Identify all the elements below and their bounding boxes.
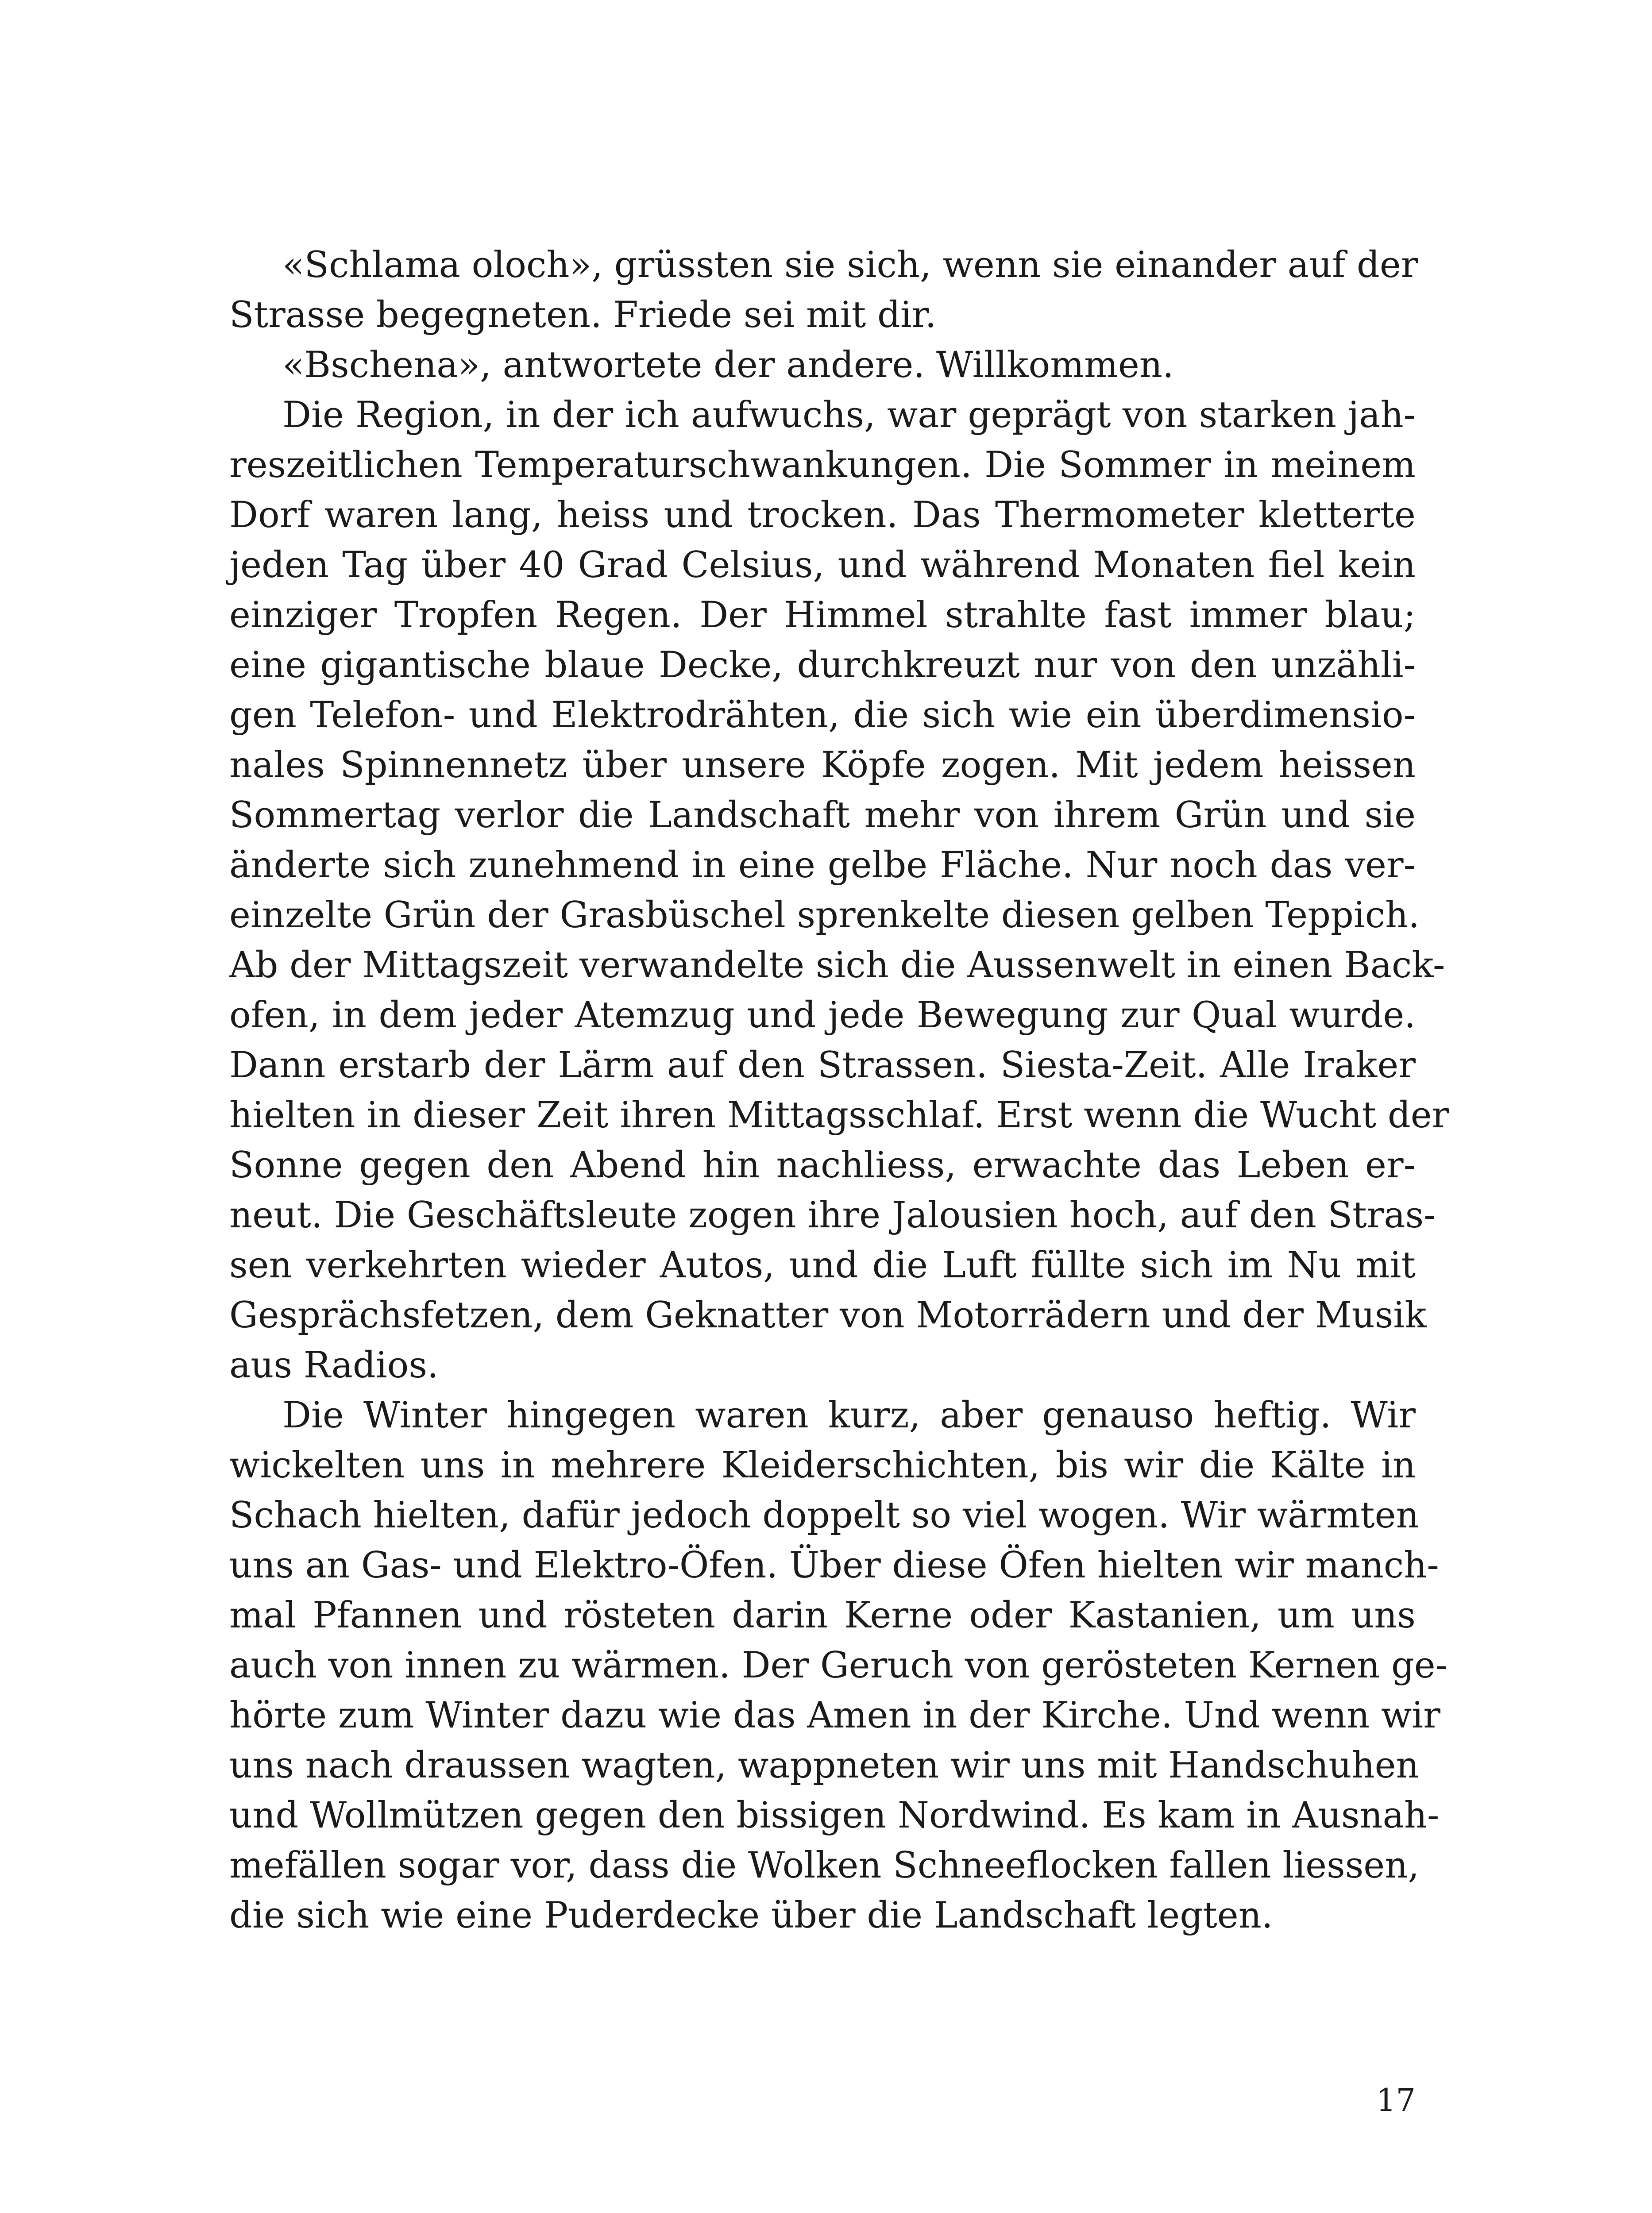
text-line: «Bschena», antwortete der andere. Willkommen. [282,344,1174,386]
text-line: auch von innen zu wärmen. Der Geruch von gerösteten Kernen ge- [229,1645,1448,1686]
body-text [229,240,1449,1941]
text-line: ofen, in dem jeder Atemzug und jede Bewegung zur Qual wurde. [229,995,1416,1036]
text-line: und Wollmützen gegen den bissigen Nordwind. Es kam in Ausnah- [229,1795,1440,1836]
text-line: Ab der Mittagszeit verwandelte sich die Aussenwelt in einen Back- [229,945,1445,986]
text-line: uns an Gas- und Elektro-Öfen. Über diese Öfen hielten wir manch- [229,1545,1439,1586]
text-line: wickelten uns in mehrere Kleiderschichten, bis wir die Kälte in [229,1445,1416,1486]
text-line: gen Telefon- und Elektrodrähten, die sich wie ein überdimensio- [229,694,1416,736]
text-line: Sonne gegen den Abend hin nachliess, erwachte das Leben er- [229,1145,1416,1186]
text-line: nales Spinnennetz über unsere Köpfe zogen. Mit jedem heissen [229,744,1416,786]
text-line: reszeitlichen Temperaturschwankungen. Die Sommer in meinem [229,444,1416,486]
text-line: einzelte Grün der Grasbüschel sprenkelte diesen gelben Teppich. [229,894,1420,936]
text-line: Dorf waren lang, heiss und trocken. Das Thermometer kletterte [229,494,1416,536]
text-line: die sich wie eine Puderdecke über die Landschaft legten. [229,1895,1273,1936]
text-line: neut. Die Geschäftsleute zogen ihre Jalousien hoch, auf den Stras- [229,1195,1436,1236]
text-line: uns nach draussen wagten, wappneten wir uns mit Handschuhen [229,1745,1419,1786]
text-line: jeden Tag über 40 Grad Celsius, und während Monaten fiel kein [229,544,1416,586]
text-line: mefällen sogar vor, dass die Wolken Schneeflocken fallen liessen, [229,1845,1420,1886]
text-line: Sommertag verlor die Landschaft mehr von ihrem Grün und sie [229,794,1416,836]
text-line: mal Pfannen und rösteten darin Kerne oder Kastanien, um uns [229,1595,1416,1636]
text-line: hörte zum Winter dazu wie das Amen in der Kirche. Und wenn wir [229,1695,1440,1736]
text-line: aus Radios. [229,1345,439,1386]
text-line: Gesprächsfetzen, dem Geknatter von Motorrädern und der Musik [229,1295,1427,1336]
text-line: einziger Tropfen Regen. Der Himmel strahlte fast immer blau; [229,594,1416,636]
text-line: hielten in dieser Zeit ihren Mittagsschlaf. Erst wenn die Wucht der [229,1095,1449,1136]
text-line: Schach hielten, dafür jedoch doppelt so viel wogen. Wir wärmten [229,1495,1419,1536]
text-line: sen verkehrten wieder Autos, und die Luft füllte sich im Nu mit [229,1245,1416,1286]
text-line: Dann erstarb der Lärm auf den Strassen. Siesta-Zeit. Alle Iraker [229,1045,1416,1086]
page-number: 17 [1376,2082,1416,2118]
text-line: änderte sich zunehmend in eine gelbe Fläche. Nur noch das ver- [229,844,1416,886]
text-line: «Schlama oloch», grüssten sie sich, wenn sie einander auf der [282,244,1418,286]
text-line: eine gigantische blaue Decke, durchkreuzt nur von den unzähli- [229,644,1416,686]
text-line: Die Winter hingegen waren kurz, aber genauso heftig. Wir [282,1395,1416,1436]
text-line: Strasse begegneten. Friede sei mit dir. [229,294,937,336]
text-line: Die Region, in der ich aufwuchs, war geprägt von starken jah- [282,394,1416,436]
